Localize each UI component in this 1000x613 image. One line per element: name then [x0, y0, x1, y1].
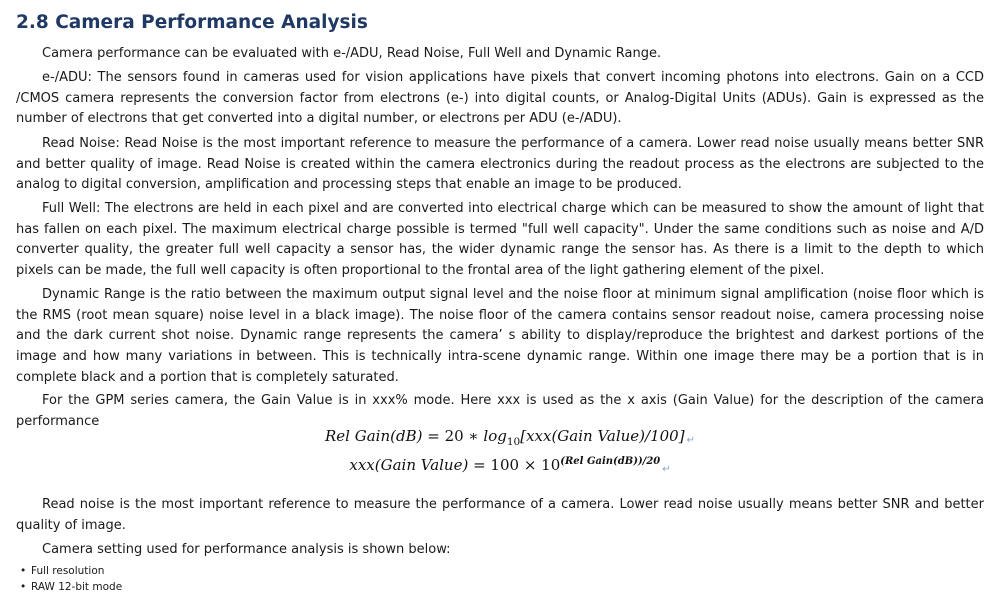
paragraph-full-well: Full Well: The electrons are held in each pixel and are converted into electrical charge which can be measured to show the amount of light that has fallen on each pixel. The maximum electrical charge possible is termed "full well capacity". Under the same conditions such as noise and A/D converter quality, the greater full well capacity a sensor has, the wider dynamic range the sensor has. As there is a limit to the depth to which pixels can be made, the full well capacity is often proportional to the frontal area of the light gathering element of the pixel. — [16, 201, 984, 279]
paragraph-read-noise-note: Read noise is the most important reference to measure the performance of a camera. Lower read noise usually means better SNR and better quality of image. — [16, 497, 984, 533]
paragraph-read-noise: Read Noise: Read Noise is the most important reference to measure the performance of a camera. Lower read noise usually means better SNR and better quality of image. Read Noise is created within the camera electronics during the readout process as the electrons are subjected to the analog to digital conversion, amplification and processing steps that enable an image to be produced. — [16, 136, 984, 193]
settings-list — [20, 564, 122, 595]
paragraph-camera-setting: Camera setting used for performance analysis is shown below: — [42, 542, 451, 557]
equation-gain-value-exponent: (Rel Gain(dB))/20 — [560, 456, 661, 467]
equation-rel-gain-rhs: [xxx(Gain Value)/100] — [520, 427, 685, 445]
return-mark-icon: ↵ — [686, 435, 695, 446]
section-heading: 2.8 Camera Performance Analysis — [16, 12, 368, 33]
equation-gain-value — [10, 456, 1000, 475]
list-item: • Full resolution — [20, 564, 122, 580]
equation-rel-gain-log: log — [483, 427, 507, 445]
list-item: • RAW 12-bit mode — [20, 580, 122, 596]
paragraph-e-adu: e-/ADU: The sensors found in cameras used for vision applications have pixels that convert incoming photons into electrons. Gain on a CCD /CMOS camera represents the conversion factor from electrons (e-) into digital counts, or Analog-Digital Units (ADUs). Gain is expressed as the number of electrons that get converted into a digital number, or electrons per ADU (e-/ADU). — [16, 70, 984, 127]
equation-gain-value-operator: = 100 × 10 — [468, 456, 561, 474]
equation-gain-value-lhs: xxx(Gain Value) — [349, 456, 469, 474]
paragraph-gain-value: For the GPM series camera, the Gain Value is in xxx% mode. Here xxx is used as the x axis (Gain Value) for the description of the camera performance — [16, 393, 984, 429]
equation-rel-gain — [10, 427, 1000, 448]
equation-rel-gain-operator: = 20 ∗ — [422, 427, 484, 445]
equation-rel-gain-log-base: 10 — [506, 436, 521, 448]
paragraph-intro: Camera performance can be evaluated with e-/ADU, Read Noise, Full Well and Dynamic Range. — [42, 46, 662, 61]
return-mark-icon: ↵ — [662, 464, 671, 475]
paragraph-dynamic-range: Dynamic Range is the ratio between the maximum output signal level and the noise floor at minimum signal amplification (noise floor which is the RMS (root mean square) noise level in a black image). The noise floor of the camera contains sensor readout noise, camera processing noise and the dark current shot noise. Dynamic range represents the camera’ s ability to display/reproduce the brightest and darkest portions of the image and how many variations in between. This is technically intra-scene dynamic range. Within one image there may be a portion that is in complete black and a portion that is completely saturated. — [16, 287, 984, 385]
equation-rel-gain-lhs: Rel Gain(dB) — [325, 427, 423, 445]
